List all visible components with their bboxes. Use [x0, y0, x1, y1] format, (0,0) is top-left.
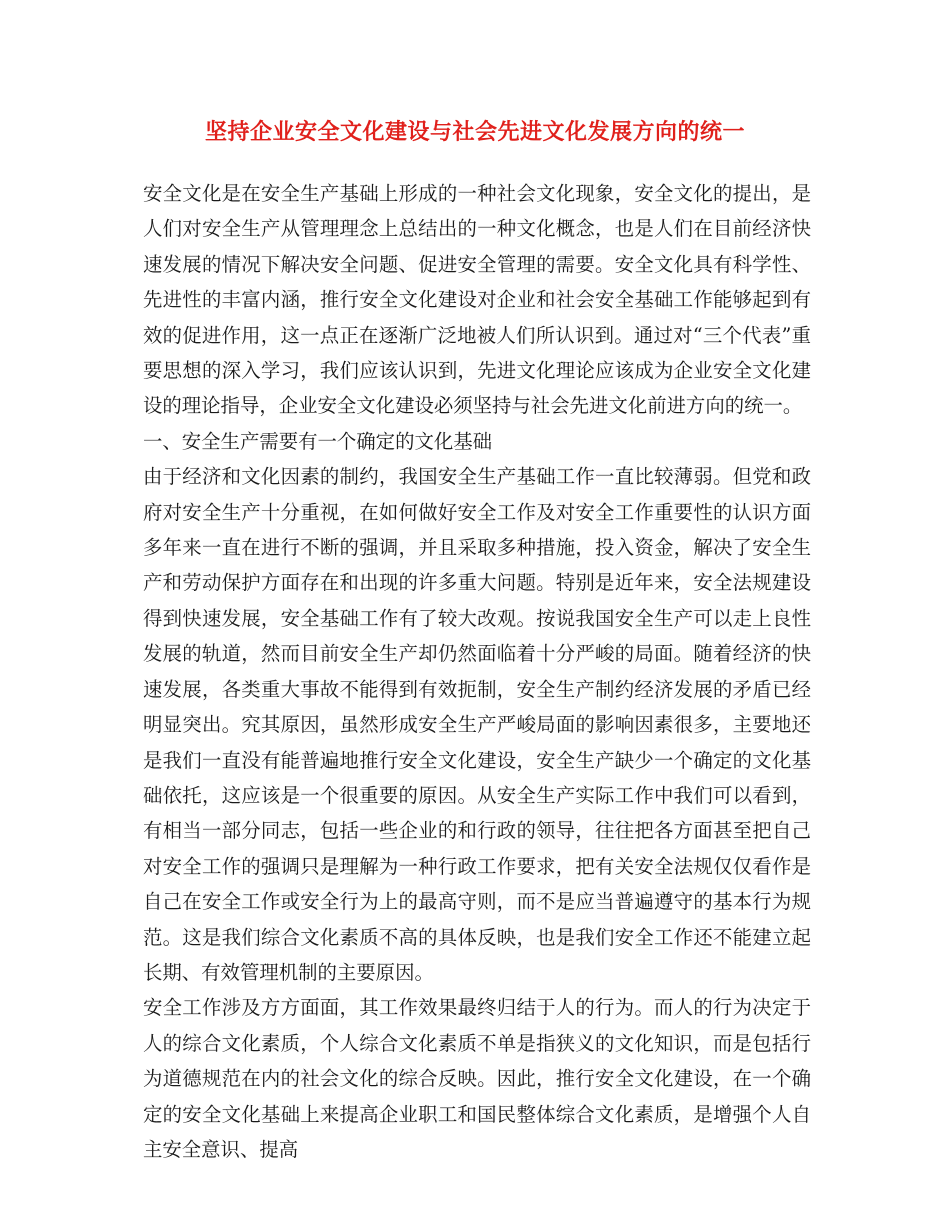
- document-body: [143, 176, 811, 1167]
- section-heading: 一、安全生产需要有一个确定的文化基础: [143, 429, 493, 453]
- document-title: 坚持企业安全文化建设与社会先进文化发展方向的统一: [204, 120, 745, 145]
- paragraph-intro: 安全文化是在安全生产基础上形成的一种社会文化现象，安全文化的提出，是人们对安全生产从管理理念上总结出的一种文化概念，也是人们在目前经济快速发展的情况下解决安全问题、促进安全管理的需要。安全文化具有科学性、先进性的丰富内涵，推行安全文化建设对企业和社会安全基础工作能够起到有效的促进作用，这一点正在逐渐广泛地被人们所认识到。通过对“三个代表”重要思想的深入学习，我们应该认识到，先进文化理论应该成为企业安全文化建设的理论指导，企业安全文化建设必须坚持与社会先进文化前进方向的统一。: [143, 182, 811, 418]
- paragraph-section-1: 由于经济和文化因素的制约，我国安全生产基础工作一直比较薄弱。但党和政府对安全生产十分重视，在如何做好安全工作及对安全工作重要性的认识方面多年来一直在进行不断的强调，并且采取多种措施，投入资金，解决了安全生产和劳动保护方面存在和出现的许多重大问题。特别是近年来，安全法规建设得到快速发展，安全基础工作有了较大改观。按说我国安全生产可以走上良性发展的轨道，然而目前安全生产却仍然面临着十分严峻的局面。随着经济的快速发展，各类重大事故不能得到有效扼制，安全生产制约经济发展的矛盾已经明显突出。究其原因，虽然形成安全生产严峻局面的影响因素很多，主要地还是我们一直没有能普遍地推行安全文化建设，安全生产缺少一个确定的文化基础依托，这应该是一个很重要的原因。从安全生产实际工作中我们可以看到，有相当一部分同志，包括一些企业的和行政的领导，往往把各方面甚至把自己对安全工作的强调只是理解为一种行政工作要求，把有关安全法规仅仅看作是自己在安全工作或安全行为上的最高守则，而不是应当普遍遵守的基本行为规范。这是我们综合文化素质不高的具体反映，也是我们安全工作还不能建立起长期、有效管理机制的主要原因。: [143, 465, 811, 984]
- paragraph-section-2: 安全工作涉及方方面面，其工作效果最终归结于人的行为。而人的行为决定于人的综合文化素质，个人综合文化素质不单是指狭义的文化知识，而是包括行为道德规范在内的社会文化的综合反映。因此，推行安全文化建设，在一个确定的安全文化基础上来提高企业职工和国民整体综合文化素质，是增强个人自主安全意识、提高: [143, 996, 811, 1161]
